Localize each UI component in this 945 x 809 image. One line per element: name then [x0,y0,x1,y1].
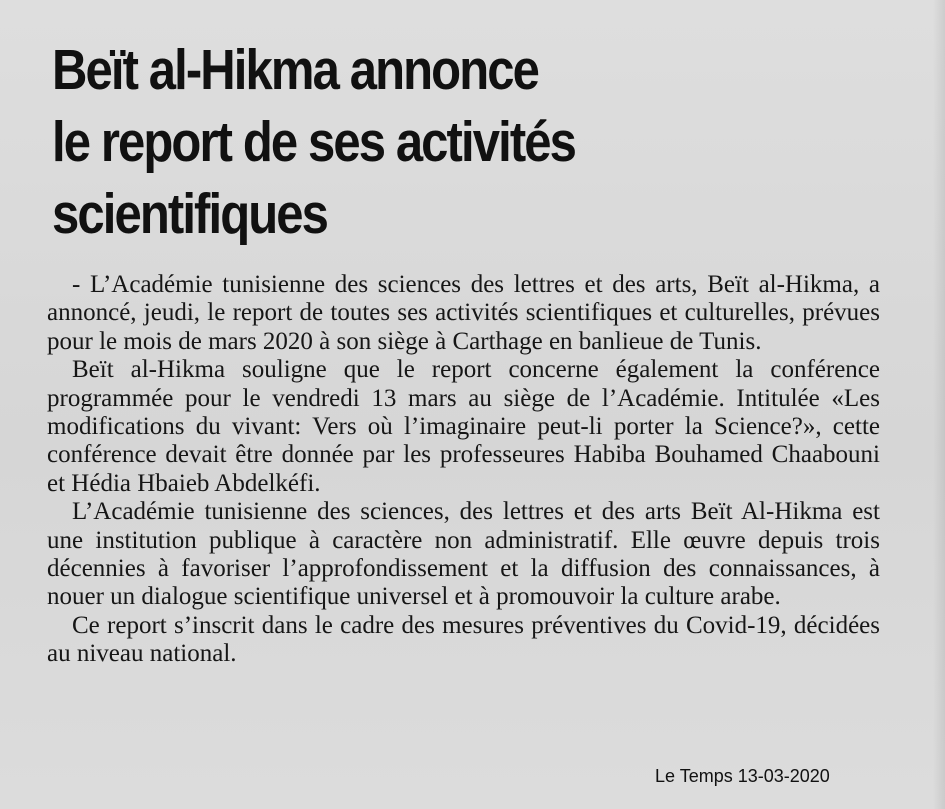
scan-edge-shadow [933,0,945,809]
article-paragraph: Beït al-Hikma souligne que le report concerne également la conférence programmée pour le vendredi 13 mars au siège de l’Académie. Intitulée «Les modifications du vivant: Vers où l’imaginaire peut-li porter la Science?», cette conférence devait être donnée par les professeures Habiba Bouhamed Chaabouni et Hédia Hbaieb Abdelkéfi. [47,356,880,497]
article-paragraph: Ce report s’inscrit dans le cadre des mesures préventives du Covid-19, décidées au niveau national. [47,611,880,668]
article-paragraph: - L’Académie tunisienne des sciences des lettres et des arts, Beït al-Hikma, a annoncé, jeudi, le report de toutes ses activités scientifiques et culturelles, prévues pour le mois de mars 2020 à son siège à Carthage en banlieue de Tunis. [47,271,880,355]
headline-line: scientifiques [52,182,328,246]
headline-line: Beït al-Hikma annonce [52,38,539,102]
article-body [47,271,880,669]
article-paragraph: L’Académie tunisienne des sciences, des lettres et des arts Beït Al-Hikma est une institution publique à caractère non administratif. Elle œuvre depuis trois décennies à favoriser l’approfondissement et la diffusion des connaissances, à nouer un dialogue scientifique universel et à promouvoir la culture arabe. [47,498,880,611]
headline-line: le report de ses activités [52,110,575,174]
source-caption: Le Temps 13-03-2020 [655,766,830,786]
article-headline [52,34,757,250]
